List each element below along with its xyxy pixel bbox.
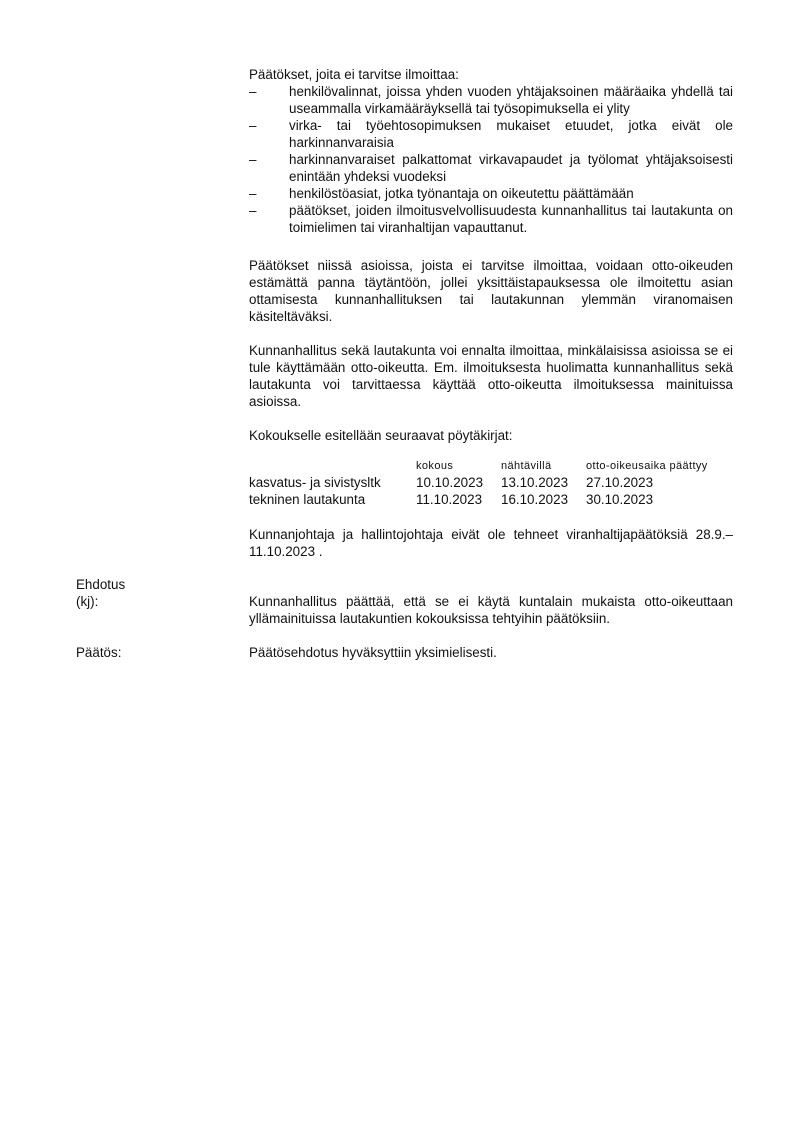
list-item: – harkinnanvaraiset palkattomat virkavapaudet ja työlomat yhtäjaksoisesti enintään yhdeksi vuodeksi xyxy=(249,152,733,184)
decision-text: Päätösehdotus hyväksyttiin yksimielisesti. xyxy=(249,645,497,660)
table-cell: kasvatus- ja sivistysltk xyxy=(249,475,381,490)
list-item: – virka- tai työehtosopimuksen mukaiset etuudet, jotka eivät ole harkinnanvaraisia xyxy=(249,118,733,150)
list-item: – henkilöstöasiat, jotka työnantaja on oikeutettu päättämään xyxy=(249,186,634,201)
minutes-intro: Kokoukselle esitellään seuraavat pöytäkirjat: xyxy=(249,428,513,443)
header-cell xyxy=(249,459,416,474)
paragraph-advance-notice: Kunnanhallitus sekä lautakunta voi ennalta ilmoittaa, minkälaisissa asioissa se ei tule käyttämään otto-oikeutta. Em. ilmoituksesta huolimatta kunnanhallitus sekä lautakunta voi tarvittaessa käyttää otto-oikeutta ilmoituksessa mainituissa asioissa. xyxy=(249,343,733,409)
proposal-label: Ehdotus (kj): xyxy=(76,577,126,609)
table-cell: 13.10.2023 xyxy=(501,475,569,490)
list-item: – henkilövalinnat, joissa yhden vuoden yhtäjaksoinen määräaika yhdellä tai useammalla virkamääräyksellä tai työsopimuksella ei ylity xyxy=(249,84,733,116)
dash-marker: – xyxy=(249,186,257,201)
dash-marker: – xyxy=(249,203,257,218)
table-cell: 30.10.2023 xyxy=(586,492,654,507)
paragraph-enforcement: Päätökset niissä asioissa, joista ei tarvitse ilmoittaa, voidaan otto-oikeuden estämättä panna täytäntöön, jollei yksittäistapauksessa ole ilmoitettu asian ottamisesta kunnanhallituksen tai lautakunnan ylemmän viranomaisen käsiteltäväksi. xyxy=(249,258,733,324)
table-cell: tekninen lautakunta xyxy=(249,492,366,507)
table-cell: 16.10.2023 xyxy=(501,492,569,507)
header-cell: kokous xyxy=(416,460,454,472)
table-cell: 27.10.2023 xyxy=(586,475,654,490)
proposal-text: Kunnanhallitus päättää, että se ei käytä kuntalain mukaista otto-oikeuttaan yllämainituissa lautakuntien kokouksissa tehtyihin päätöksiin. xyxy=(249,594,733,626)
dash-marker: – xyxy=(249,152,257,167)
table-row xyxy=(249,474,708,491)
table-row xyxy=(249,491,708,508)
dash-marker: – xyxy=(249,118,257,133)
table-header-row xyxy=(249,459,708,474)
list-item: – päätökset, joiden ilmoitusvelvollisuudesta kunnanhallitus tai lautakunta on toimielimen tai viranhaltijan vapauttanut. xyxy=(249,203,733,235)
dash-marker: – xyxy=(249,84,257,99)
header-cell: otto-oikeusaika päättyy xyxy=(586,460,708,472)
intro-heading: Päätökset, joita ei tarvitse ilmoittaa: xyxy=(249,67,459,82)
minutes-table xyxy=(249,459,708,508)
table-cell: 11.10.2023 xyxy=(416,492,483,507)
table-cell: 10.10.2023 xyxy=(416,475,484,490)
minutes-table-wrapper xyxy=(249,459,733,508)
non-reportable-decisions-section xyxy=(249,66,733,236)
decisions-list xyxy=(249,83,733,236)
header-cell: nähtävillä xyxy=(501,460,552,472)
decision-label: Päätös: xyxy=(76,645,122,660)
officials-note: Kunnanjohtaja ja hallintojohtaja eivät ole tehneet viranhaltijapäätöksiä 28.9.–11.10.2023 . xyxy=(249,527,733,559)
